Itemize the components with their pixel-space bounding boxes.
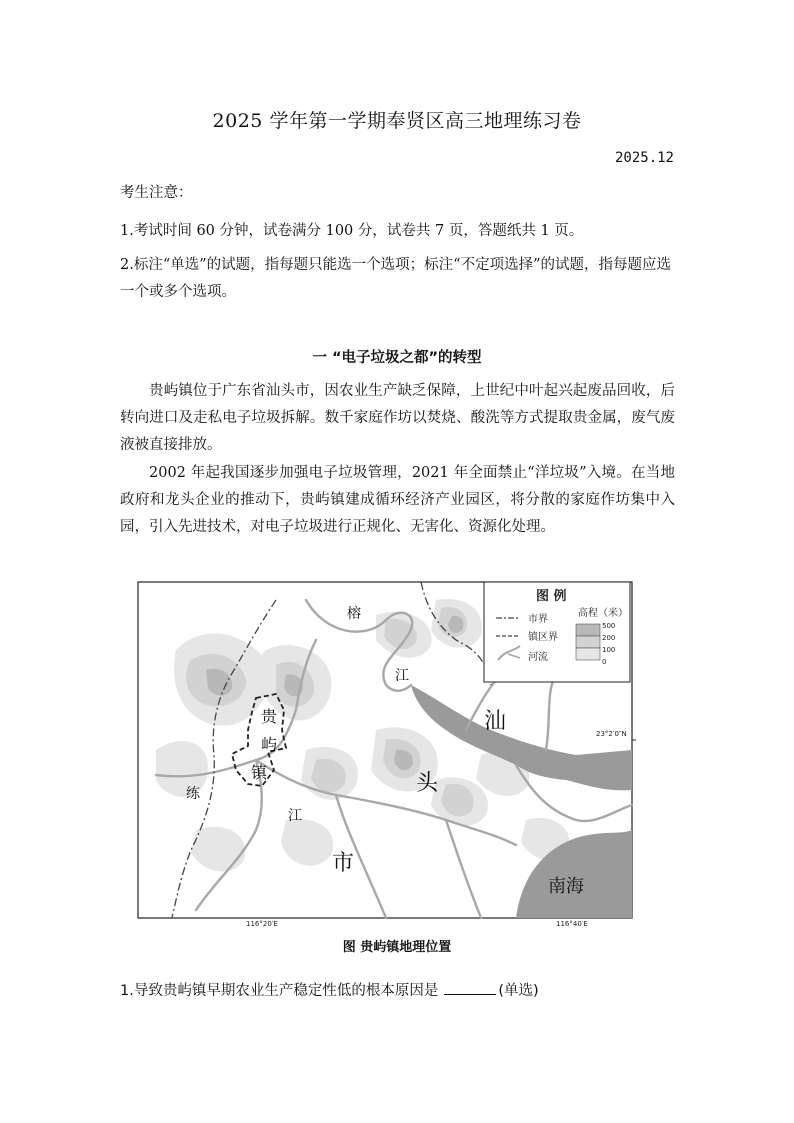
exam-title: 2025 学年第一学期奉贤区高三地理练习卷: [212, 110, 582, 132]
label-zhen: 镇: [251, 763, 268, 782]
legend-tick: 500: [602, 622, 616, 630]
legend-city-boundary: 市界: [528, 614, 548, 625]
question-1: [120, 978, 680, 1003]
body-paragraph: 2002 年起我国逐步加强电子垃圾管理，2021 年全面禁止“洋垃圾”入境。在当地政府和龙头企业的推动下，贵屿镇建成循环经济产业园区，将分散的家庭作坊集中入园，引入先进技术，对电子垃圾进行正规化、无害化、资源化处理。: [120, 465, 675, 535]
notice-item: 1.考试时间 60 分钟，试卷满分 100 分，试卷共 7 页，答题纸共 1 页。: [120, 223, 584, 239]
section-title: 一 “电子垃圾之都”的转型: [312, 350, 482, 366]
exam-date: 2025.12: [614, 150, 674, 166]
longitude-label-right: 116°40′E: [556, 920, 588, 928]
notice-item: 2.标注“单选”的试题，指每题只能选一个选项；标注“不定项选择”的试题，指每题应选一个或多个选项。: [120, 257, 671, 300]
map-legend: [484, 582, 630, 682]
question-type: (单选): [498, 983, 539, 999]
body-paragraph: 贵屿镇位于广东省汕头市，因农业生产缺乏保障，上世纪中叶起兴起废品回收，后转向进口及走私电子垃圾拆解。数千家庭作坊以焚烧、酸洗等方式提取贵金属，废气废液被直接排放。: [120, 383, 675, 453]
legend-town-boundary: 镇区界: [528, 632, 558, 643]
legend-tick: 100: [602, 646, 616, 654]
latitude-label: 23°2′0″N: [596, 730, 627, 738]
legend-river: 河流: [528, 652, 548, 663]
longitude-label-left: 116°20′E: [246, 920, 278, 928]
legend-tick: 0: [602, 658, 607, 666]
label-rong: 榕: [347, 606, 361, 622]
label-jiang-rong: 江: [395, 668, 409, 684]
label-nanhai: 南海: [548, 876, 584, 897]
legend-title: 图 例: [536, 589, 567, 604]
notice-heading: 考生注意：: [120, 185, 193, 201]
label-shi: 市: [332, 851, 355, 876]
legend-elevation-title: 高程（米）: [578, 608, 628, 619]
map-caption: 图 贵屿镇地理位置: [342, 940, 452, 955]
answer-blank[interactable]: [444, 978, 496, 995]
label-yu: 屿: [261, 735, 278, 754]
map-svg: [136, 580, 636, 928]
legend-tick: 200: [602, 634, 616, 642]
label-gui: 贵: [261, 707, 278, 726]
label-lian: 练: [186, 786, 200, 802]
label-jiang-lian: 江: [288, 808, 302, 824]
question-text: 1.导致贵屿镇早期农业生产稳定性低的根本原因是: [120, 983, 439, 999]
label-shan: 汕: [484, 709, 507, 734]
location-map: [136, 580, 636, 928]
label-tou: 头: [416, 771, 439, 796]
